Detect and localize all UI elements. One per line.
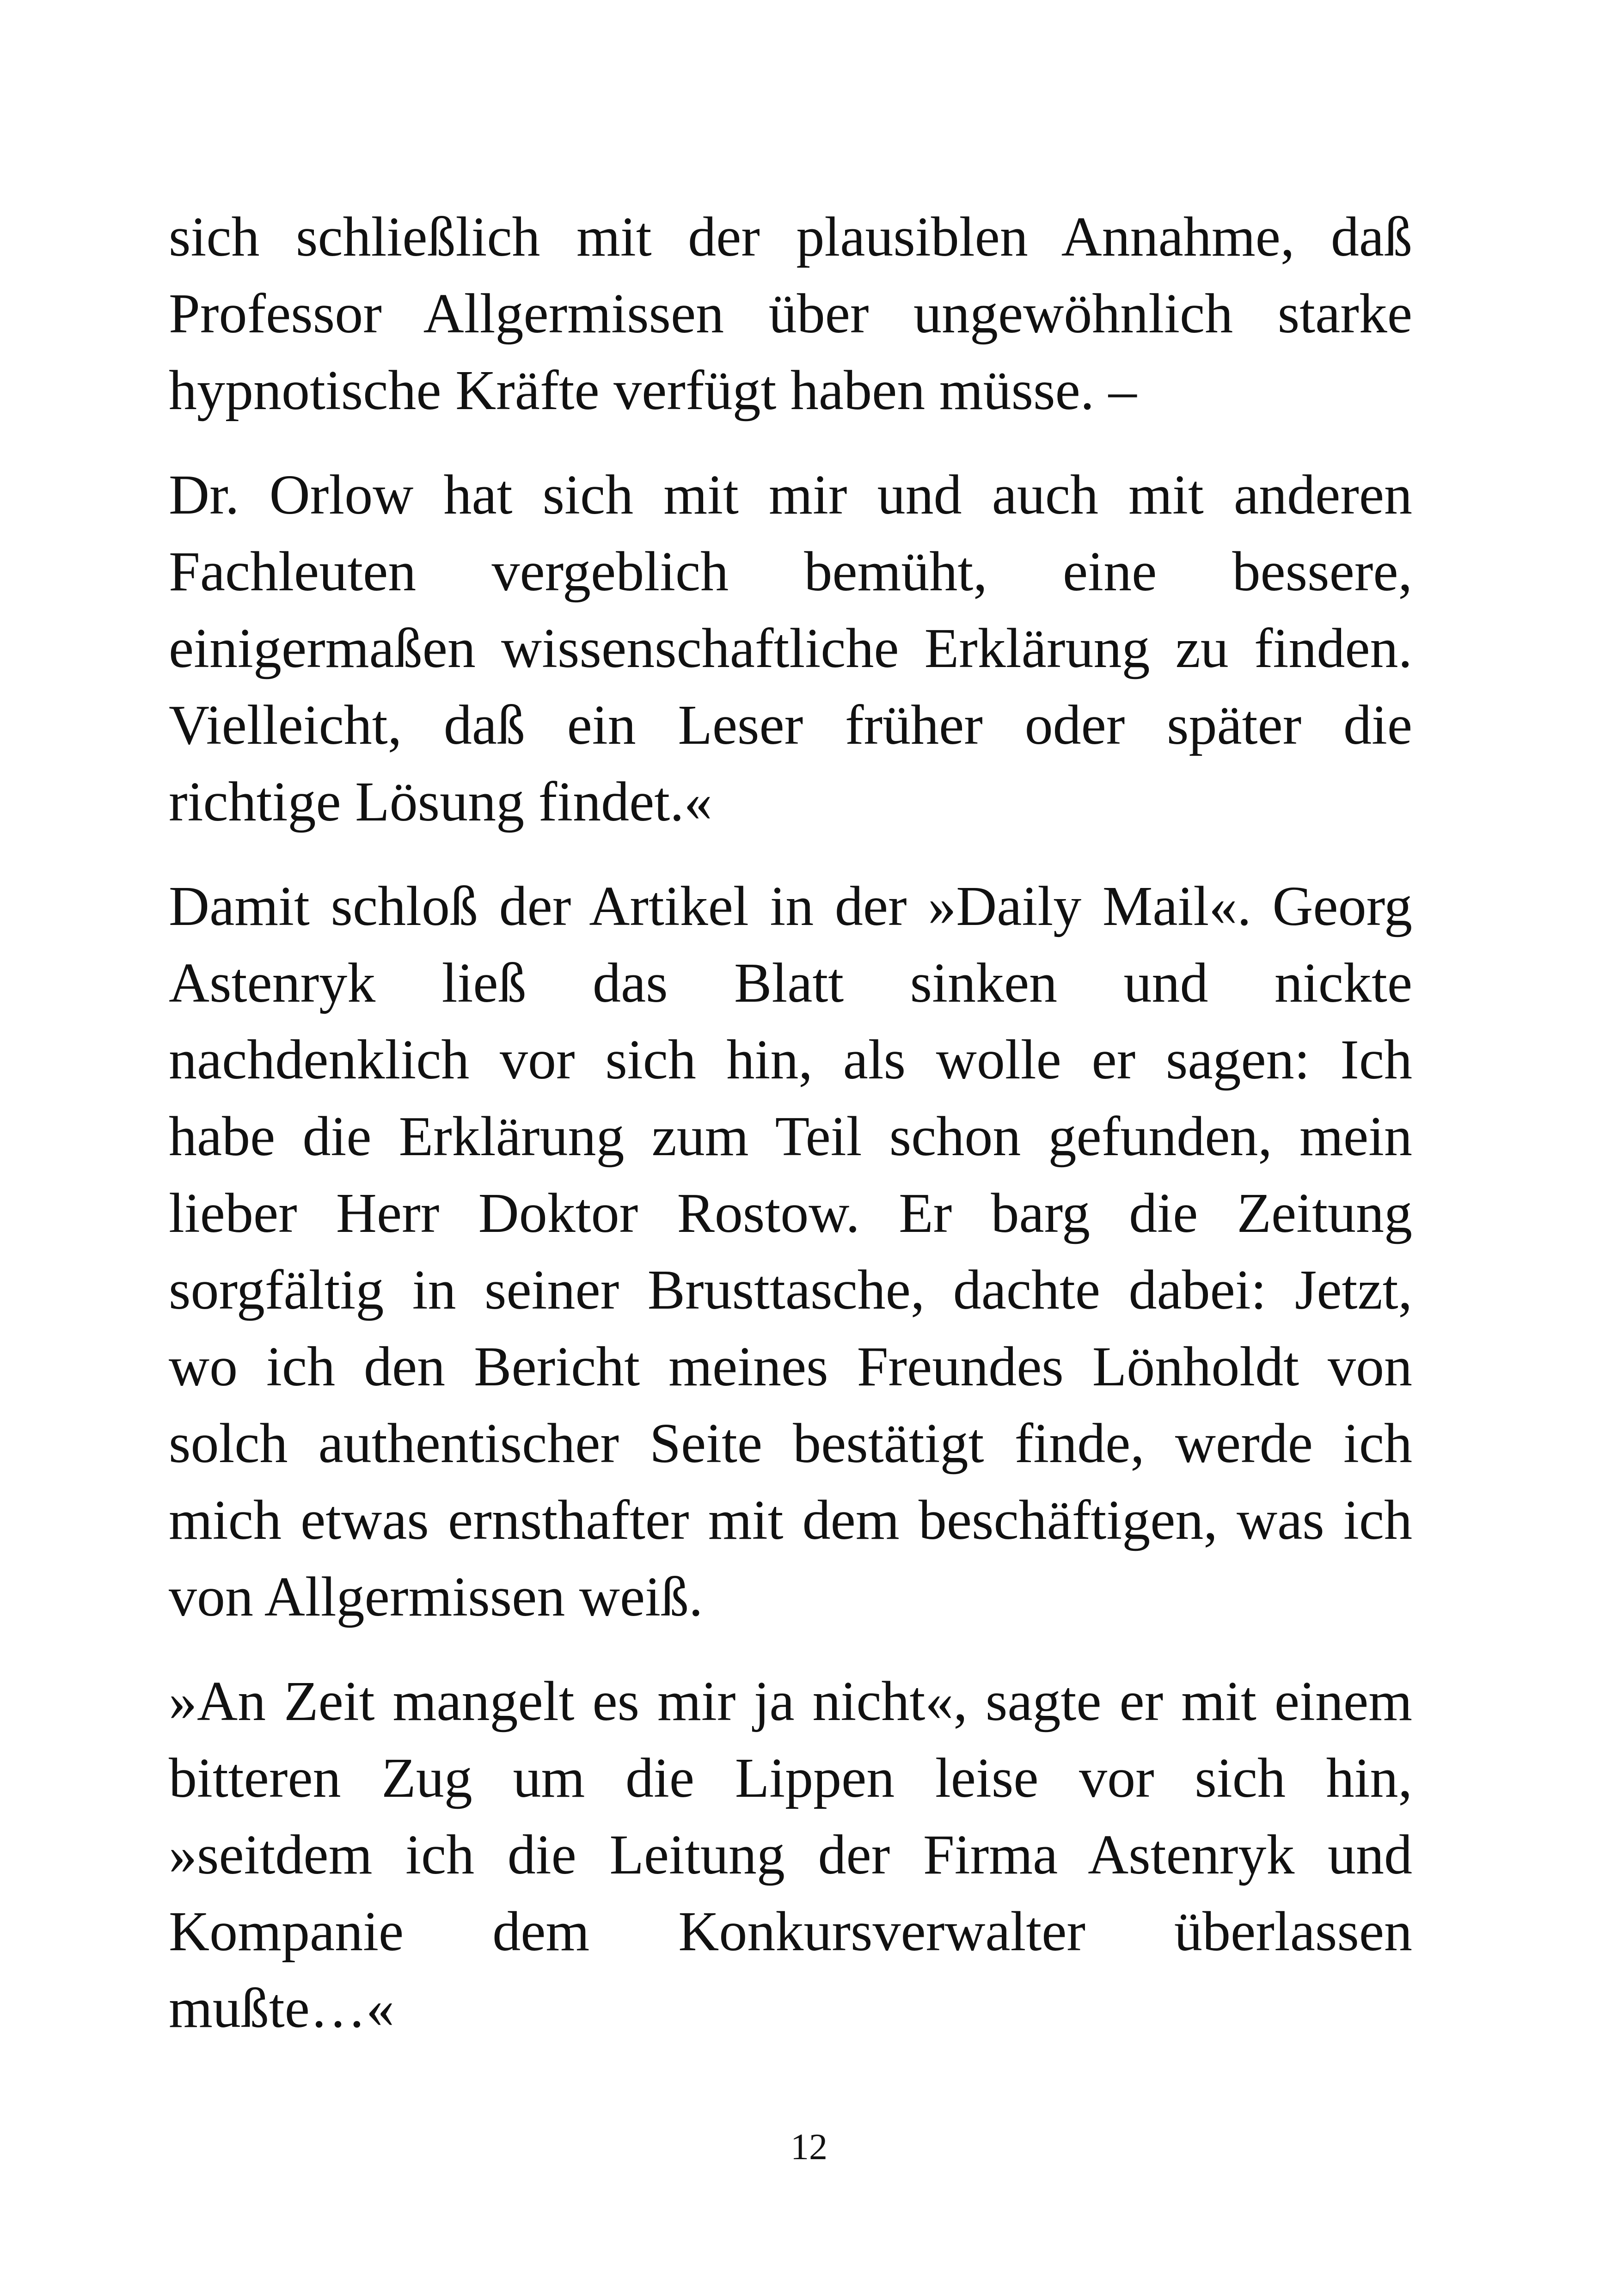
text-line: sorgfältig in seiner Brusttasche, dachte dabei: Jetzt, xyxy=(169,1259,1412,1321)
paragraph-1 xyxy=(169,199,1412,429)
text-line: bitteren Zug um die Lippen leise vor sich hin, xyxy=(169,1747,1412,1809)
text-line: nachdenklich vor sich hin, als wolle er sagen: Ich xyxy=(169,1029,1412,1091)
text-line: sich schließlich mit der plausiblen Annahme, daß xyxy=(169,206,1412,268)
text-line: Vielleicht, daß ein Leser früher oder später die xyxy=(169,694,1412,756)
text-line: habe die Erklärung zum Teil schon gefunden, mein xyxy=(169,1105,1412,1168)
text-line: Kompanie dem Konkursverwalter überlassen xyxy=(169,1900,1412,1963)
text-line: Professor Allgermissen über ungewöhnlich starke xyxy=(169,282,1412,345)
paragraph-4 xyxy=(169,1663,1412,2047)
text-line: Astenryk ließ das Blatt sinken und nickte xyxy=(169,952,1412,1014)
text-line: mich etwas ernsthafter mit dem beschäftigen, was ich xyxy=(169,1489,1412,1551)
text-line: lieber Herr Doktor Rostow. Er barg die Zeitung xyxy=(169,1182,1412,1244)
text-line: Dr. Orlow hat sich mit mir und auch mit anderen xyxy=(169,464,1412,526)
text-line: von Allgermissen weiß. xyxy=(169,1566,703,1628)
text-line: Damit schloß der Artikel in der »Daily Mail«. Georg xyxy=(169,875,1412,937)
text-line: hypnotische Kräfte verfügt haben müsse. – xyxy=(169,359,1137,422)
text-line: einigermaßen wissenschaftliche Erklärung zu finden. xyxy=(169,617,1412,680)
text-line: richtige Lösung findet.« xyxy=(169,771,712,833)
text-line: »seitdem ich die Leitung der Firma Astenryk und xyxy=(169,1824,1412,1886)
text-line: mußte…« xyxy=(169,1977,394,2039)
body-text xyxy=(169,199,1412,2075)
text-line: »An Zeit mangelt es mir ja nicht«, sagte er mit einem xyxy=(169,1670,1412,1733)
text-line: wo ich den Bericht meines Freundes Lönholdt von xyxy=(169,1335,1412,1398)
text-line: solch authentischer Seite bestätigt finde, werde ich xyxy=(169,1412,1412,1475)
paragraph-3 xyxy=(169,868,1412,1635)
paragraph-2 xyxy=(169,457,1412,840)
text-line: Fachleuten vergeblich bemüht, eine bessere, xyxy=(169,540,1412,603)
page-number: 12 xyxy=(791,2127,827,2167)
